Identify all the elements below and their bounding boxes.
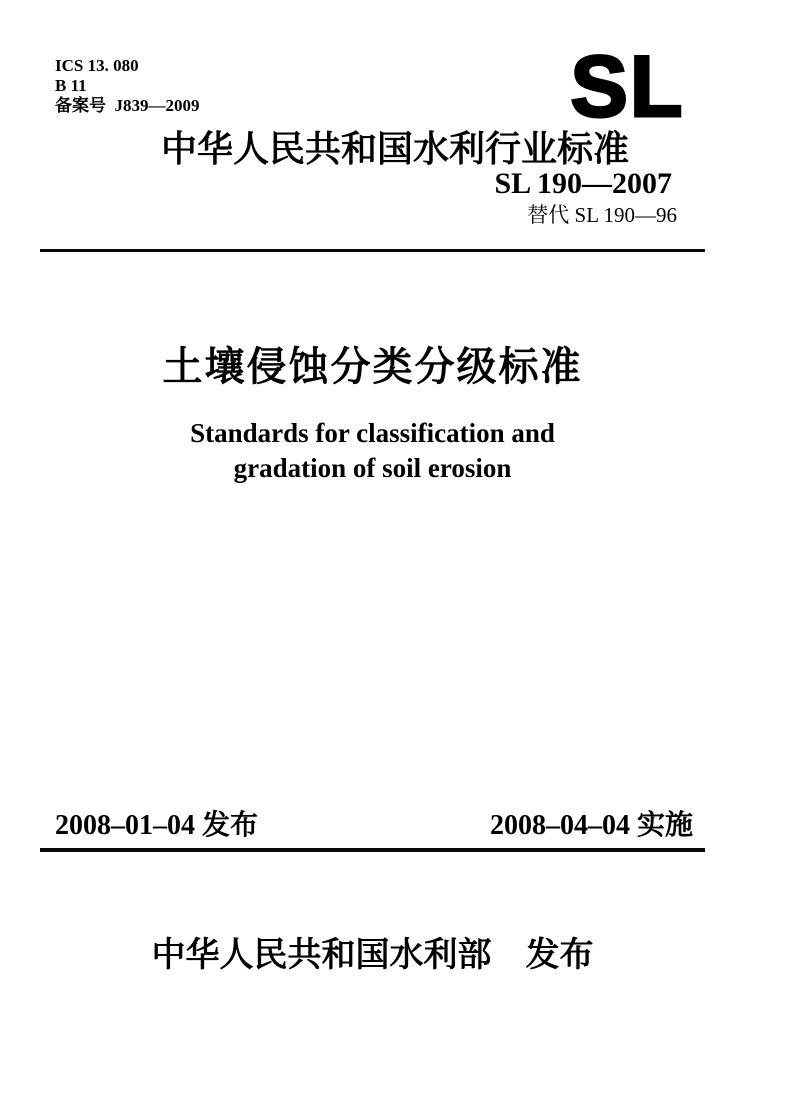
bottom-rule [40,848,705,852]
publisher-line: 中华人民共和国水利部 发布 [151,936,594,974]
issue-date: 2008–01–04 发布 [55,810,259,841]
title-chinese: 土壤侵蚀分类分级标准 [162,345,583,389]
title-english-line1: Standards for classification and [190,418,555,448]
sl-logo: SL [570,39,685,135]
industry-standard-heading: 中华人民共和国水利行业标准 [160,128,629,169]
implementation-date: 2008–04–04 实施 [489,810,693,841]
replaces-note: 替代 SL 190—96 [527,203,677,227]
ics-block [55,56,200,116]
record-number: 备案号 J839—2009 [55,96,200,115]
standard-number: SL 190—2007 [494,167,672,200]
title-english-line2: gradation of soil erosion [233,453,512,483]
classification-code: B 11 [55,76,87,95]
top-rule [40,249,705,252]
ics-code: ICS 13. 080 [55,56,139,75]
